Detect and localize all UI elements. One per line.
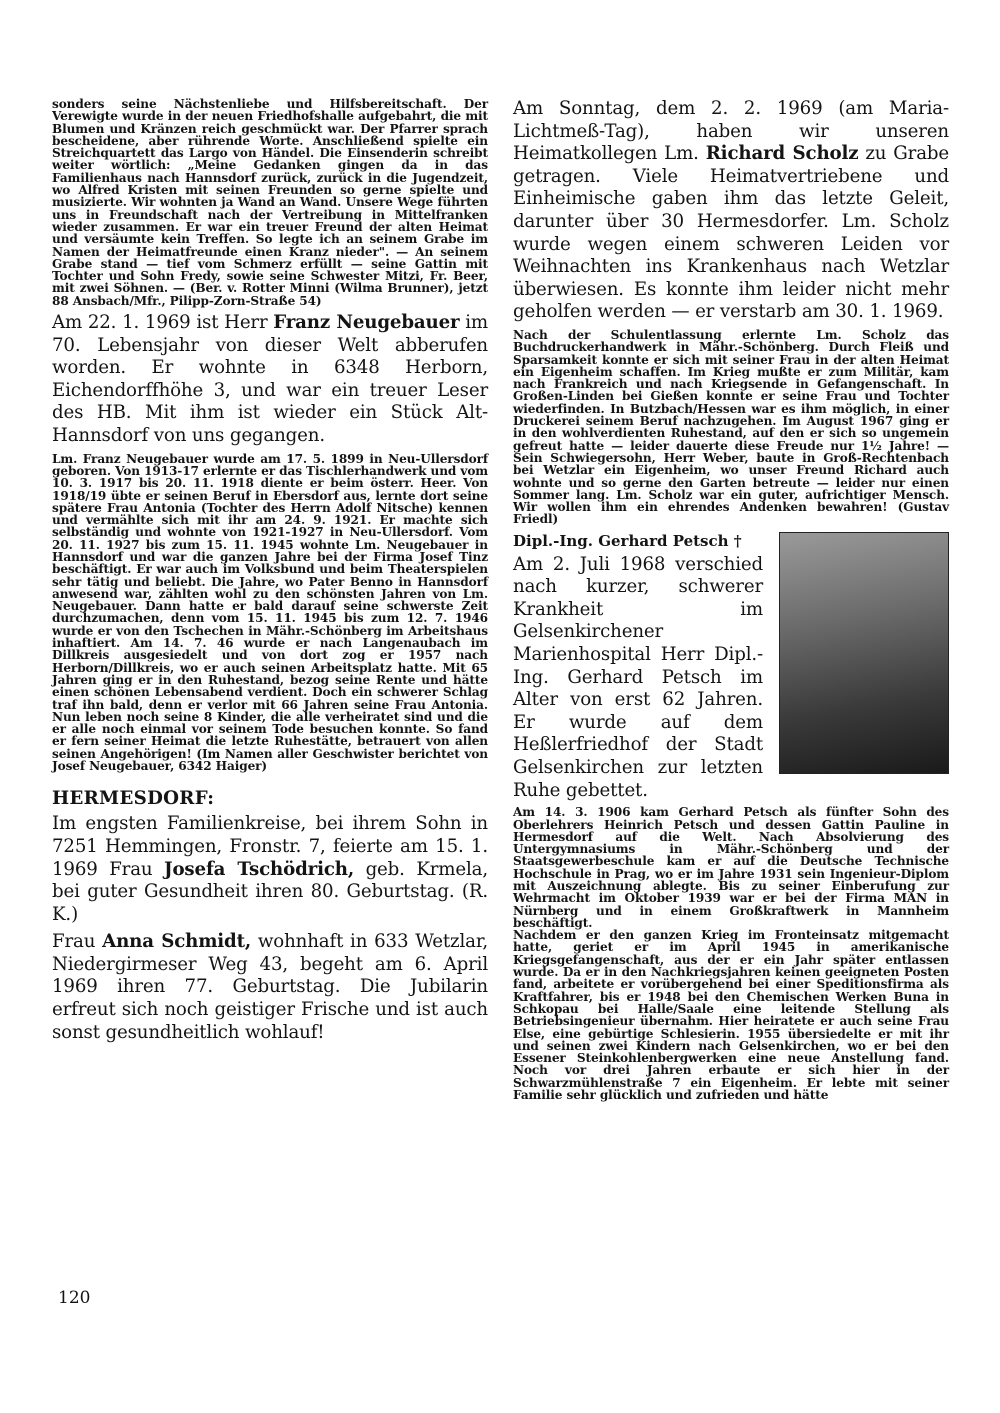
scholz-name: Richard Scholz xyxy=(705,143,859,165)
tschoedrich-birthday-notice: Im engsten Familienkreise, bei ihrem Sohn in 7251 Hemmingen, Fronstr. 7, feierte am 15. 1. 1969 Frau Josefa Tschödrich, geb. Krmela, bei guter Gesundheit ihren 80. Geburtstag. (R. K.) xyxy=(52,813,488,925)
portrait-photo xyxy=(779,532,949,774)
scholz-notice: Am Sonntag, dem 2. 2. 1969 (am Maria-Lichtmeß-Tag), haben wir unseren Heimatkollegen Lm. Richard Scholz zu Grabe getragen. Viele Heimatvertriebene und Einheimische gaben ihm das letzte Geleit, darunter über 30 Hermesdorfer. Lm. Scholz wurde wegen einem schweren Leiden vor Weihnachten ins Krankenhaus nach Wetzlar überwiesen. Es konnte ihm leider nicht mehr geholfen werden — er verstarb am 30. 1. 1969. xyxy=(513,98,950,323)
tschoedrich-name: Josefa Tschödrich, xyxy=(164,858,355,880)
petsch-obituary xyxy=(513,532,949,803)
petsch-title: Dipl.-Ing. Gerhard Petsch † xyxy=(513,531,742,550)
petsch-biography-continued: Nachdem er den ganzen Krieg im Fronteinsatz mitgemacht hatte, geriet er im April 1945 in amerikanische Kriegsgefangenschaft, aus der er ein Jahr später entlassen wurde. Da er in den Nachkriegsjahren keinen geeigneten Posten fand, arbeitete er vorübergehend bei einer Speditionsfirma als Kraftfahrer, bis er 1948 bei den Chemischen Werken Buna in Schkopau bei Halle/Saale eine leitende Stellung als Betriebsingenieur übernahm. Hier heiratete er auch seine Frau Else, eine gebürtige Schlesierin. 1955 übersiedelte er mit ihr und seinen zwei Kindern nach Gelsenkirchen, wo er bei den Essener Steinkohlenbergwerken eine neue Anstellung fand. Noch vor drei Jahren erbaute er sich hier in der Schwarzmühlenstraße 7 ein Eigenheim. Er lebte mit seiner Familie sehr glücklich und zufrieden und hätte xyxy=(513,928,949,1103)
schmidt-name: Anna Schmidt, xyxy=(102,931,252,953)
petsch-biography: Am 14. 3. 1906 kam Gerhard Petsch als fünfter Sohn des Oberlehrers Heinrich Petsch und dessen Gattin Pauline in Hermesdorf auf die Welt. Nach Absolvierung des Untergymnasiums in Mähr.-Schönberg und der Staatsgewerbeschule kam er auf die Deutsche Technische Hochschule in Prag, wo er im Jahre 1931 sein Ingenieur-Diplom mit Auszeichnung ablegte. Bis zu seiner Einberufung zur Wehrmacht im Oktober 1939 war er bei der Firma MAN in Nürnberg und in einem Großkraftwerk in Mannheim beschäftigt. xyxy=(513,805,949,930)
kristen-obituary-continuation: sonders seine Nächstenliebe und Hilfsbereitschaft. Der Verewigte wurde in der neuen Friedhofshalle aufgebahrt, die mit Blumen und Kränzen reich geschmückt war. Der Pfarrer sprach bescheidene, aber rührende Worte. Anschließend spielte ein Streichquartett das Largo von Händel. Die Einsenderin schreibt weiter wörtlich: „Meine Gedanken gingen da in das Familienhaus nach Hannsdorf zurück, zurück in die Jugendzeit, wo Alfred Kristen mit seinen Freunden so gerne spielte und musizierte. Wir wohnten ja Wand an Wand. Unsere Wege führten uns in Freundschaft nach der Vertreibung in Mittelfranken wieder zusammen. Er war ein treuer Freund der alten Heimat und versäumte kein Treffen. So legte ich an seinem Grabe im Namen der Heimatfreunde einen Kranz nieder". — An seinem Grabe stand — tief vom Schmerz erfüllt — seine Gattin mit Tochter und Sohn Fredy, sowie seine Schwester Mitzi, Fr. Beer, mit zwei Söhnen. — (Ber. v. Rotter Minni (Wilma Brunner), jetzt 88 Ansbach/Mfr., Pilipp-Zorn-Straße 54) xyxy=(52,97,488,308)
left-column xyxy=(52,98,488,1044)
petsch-intro: Am 2. Juli 1968 verschied nach kurzer, schwerer Krankheit im Gelsenkirchener Marienhospital Herr Dipl.-Ing. Gerhard Petsch im Alter von erst 62 Jahren. Er wurde auf dem Heßlerfriedhof der Stadt Gelsenkirchen zur letzten Ruhe gebettet. xyxy=(513,553,763,801)
neugebauer-name: Franz Neugebauer xyxy=(273,312,460,334)
page-number: 120 xyxy=(58,1288,91,1308)
scholz-biography: Nach der Schulentlassung erlernte Lm. Scholz das Buchdruckerhandwerk in Mähr.-Schönberg. Durch Fleiß und Sparsamkeit konnte er sich mit seiner Frau in der alten Heimat ein Eigenheim schaffen. Im Krieg mußte er zum Militär, kam nach Frankreich und nach Kriegsende in Gefangenschaft. In Großen-Linden bei Gießen konnte er seine Frau und Tochter wiederfinden. In Butzbach/Hessen war es ihm möglich, in einer Druckerei seinem Beruf nachzugehen. Im August 1967 ging er in den wohlverdienten Ruhestand, auf den er sich so ungemein gefreut hatte — leider dauerte diese Freude nur 1½ Jahre! — Sein Schwiegersohn, Herr Weber, baute in Groß-Rechtenbach bei Wetzlar ein Eigenheim, wo unser Freund Richard auch wohnte und so gerne den Garten betreute — leider nur einen Sommer lang. Lm. Scholz war ein guter, aufrichtiger Mensch. Wir wollen ihm ein ehrendes Andenken bewahren! (Gustav Friedl) xyxy=(513,327,949,527)
right-column xyxy=(513,98,949,1101)
schmidt-birthday-notice: Frau Anna Schmidt, wohnhaft in 633 Wetzlar, Niedergirmeser Weg 43, begeht am 6. April 1969 ihren 77. Geburtstag. Die Jubilarin erfreut sich noch geistiger Frische und ist auch sonst gesundheitlich wohlauf! xyxy=(52,931,488,1043)
neugebauer-notice: Am 22. 1. 1969 ist Herr Franz Neugebauer im 70. Lebensjahr von dieser Welt abberufen worden. Er wohnte in 6348 Herborn, Eichendorffhöhe 3, und war ein treuer Leser des HB. Mit ihm ist wieder ein Stück Alt-Hannsdorf von uns gegangen. xyxy=(52,312,488,447)
neugebauer-biography: Lm. Franz Neugebauer wurde am 17. 5. 1899 in Neu-Ullersdorf geboren. Von 1913-17 erlernte er das Tischlerhandwerk und vom 10. 3. 1917 bis 20. 11. 1918 diente er beim österr. Heer. Von 1918/19 übte er seinen Beruf in Ebersdorf aus, lernte dort seine spätere Frau Antonia (Tochter des Herrn Adolf Nitsche) kennen und vermählte sich mit ihr am 24. 9. 1921. Er machte sich selbständig und wohnte von 1921-1927 in Neu-Ullersdorf. Vom 20. 11. 1927 bis zum 15. 11. 1945 wohnte Lm. Neugebauer in Hannsdorf und war die ganzen Jahre bei der Firma Josef Tinz beschäftigt. Er war auch im Volksbund und beim Theaterspielen sehr tätig und beliebt. Die Jahre, wo Pater Benno in Hannsdorf anwesend war, zählten wohl zu den schönsten Jahren von Lm. Neugebauer. Dann hatte er bald darauf seine schwerste Zeit durchzumachen, denn vom 15. 11. 1945 bis zum 12. 7. 1946 wurde er von den Tschechen in Mähr.-Schönberg im Arbeitshaus inhaftiert. Am 14. 7. 46 wurde er nach Langenaubach im Dillkreis ausgesiedelt und von dort zog er 1957 nach Herborn/Dillkreis, wo er auch seinen Arbeitsplatz hatte. Mit 65 Jahren ging er in den Ruhestand, bezog seine Rente und hätte einen schönen Lebensabend verdient. Doch ein schwerer Schlag traf ihn bald, denn er verlor mit 66 Jahren seine Frau Antonia. Nun leben noch seine 8 Kinder, die alle verheiratet sind und die er alle noch einmal vor seinem Tode besuchen konnte. So fand er fern seiner Heimat die letzte Ruhestätte, betrauert von allen seinen Angehörigen! (Im Namen aller Geschwister berichtet von Josef Neugebauer, 6342 Haiger) xyxy=(52,451,488,774)
hermesdorf-heading: HERMESDORF: xyxy=(52,788,215,810)
